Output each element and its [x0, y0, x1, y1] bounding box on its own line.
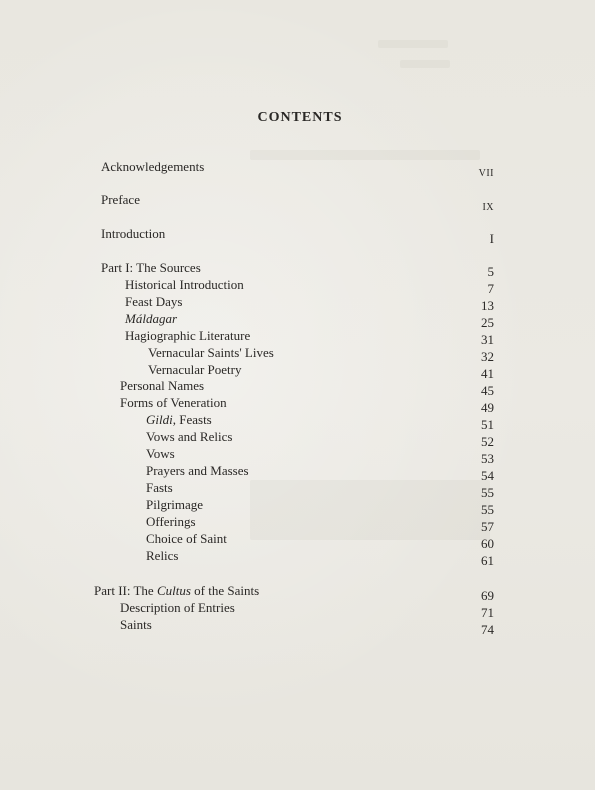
toc-entry-vernacular-saints-lives: Vernacular Saints' Lives: [148, 345, 274, 360]
show-through-text: [250, 150, 480, 160]
toc-entry-personal-names: Personal Names: [120, 378, 205, 393]
toc-entry-vernacular-poetry: Vernacular Poetry: [148, 362, 242, 377]
toc-entry-italic-part: Gildi: [146, 412, 173, 427]
toc-entry-maldagar: Máldagar: [125, 311, 177, 326]
toc-page-number: 13: [481, 298, 494, 313]
toc-entry-italic-part: Cultus: [156, 583, 191, 598]
toc-entry-hagiographic-literature: Hagiographic Literature: [125, 328, 251, 343]
toc-page-number: 60: [481, 536, 494, 551]
toc-entry-acknowledgements: Acknowledgements: [101, 159, 205, 174]
toc-entry-choice-of-saint: Choice of Saint: [146, 531, 227, 546]
toc-page-number: 52: [481, 434, 494, 449]
toc-entry-part-one: Part I: The Sources: [101, 260, 201, 275]
toc-entry-fasts: Fasts: [146, 480, 173, 495]
show-through-text: [400, 60, 450, 68]
toc-page-number: 57: [481, 519, 494, 534]
toc-entry-rest: of the Saints: [190, 583, 260, 598]
show-through-text: [250, 480, 490, 540]
toc-page-number: 53: [481, 451, 494, 466]
toc-page-number: VII: [478, 168, 494, 179]
toc-entry-prefix: Part II: The: [94, 583, 157, 598]
toc-page-number: 49: [481, 400, 494, 415]
toc-page-number: 7: [487, 281, 494, 296]
toc-page-number: 55: [481, 502, 494, 517]
page-title: CONTENTS: [257, 110, 343, 125]
toc-page-number: 45: [481, 383, 494, 398]
toc-entry-preface: Preface: [101, 192, 140, 207]
toc-page-number: 5: [487, 264, 494, 279]
toc-entry-offerings: Offerings: [146, 514, 196, 529]
toc-entry-forms-of-veneration: Forms of Veneration: [120, 395, 227, 410]
toc-page-number: 31: [481, 332, 494, 347]
toc-entry-introduction: Introduction: [101, 226, 166, 241]
toc-page-number: 71: [481, 605, 494, 620]
toc-page-number: 55: [481, 485, 494, 500]
toc-page-number: I: [489, 231, 494, 246]
show-through-text: [378, 40, 448, 48]
toc-entry-gildi-feasts: [146, 412, 212, 428]
toc-page-number: 25: [481, 315, 494, 330]
toc-page-number: 69: [481, 588, 494, 603]
toc-entry-pilgrimage: Pilgrimage: [146, 497, 204, 512]
toc-page-number: 51: [481, 417, 494, 432]
toc-page-number: 74: [481, 622, 494, 637]
toc-entry-description-of-entries: Description of Entries: [120, 600, 235, 615]
toc-entry-part-two: [94, 583, 259, 599]
toc-entry-historical-introduction: Historical Introduction: [125, 277, 244, 292]
toc-entry-vows-and-relics: Vows and Relics: [146, 429, 233, 444]
toc-page-number: IX: [482, 202, 494, 213]
toc-entry-prayers-and-masses: Prayers and Masses: [146, 463, 249, 478]
toc-page-number: 32: [481, 349, 494, 364]
toc-entry-saints: Saints: [120, 617, 152, 632]
toc-entry-vows: Vows: [146, 446, 175, 461]
toc-page-number: 54: [481, 468, 494, 483]
toc-entry-relics: Relics: [146, 548, 179, 563]
toc-entry-rest: , Feasts: [172, 412, 212, 427]
toc-page-number: 61: [481, 553, 494, 568]
toc-page-number: 41: [481, 366, 494, 381]
toc-entry-feast-days: Feast Days: [125, 294, 183, 309]
